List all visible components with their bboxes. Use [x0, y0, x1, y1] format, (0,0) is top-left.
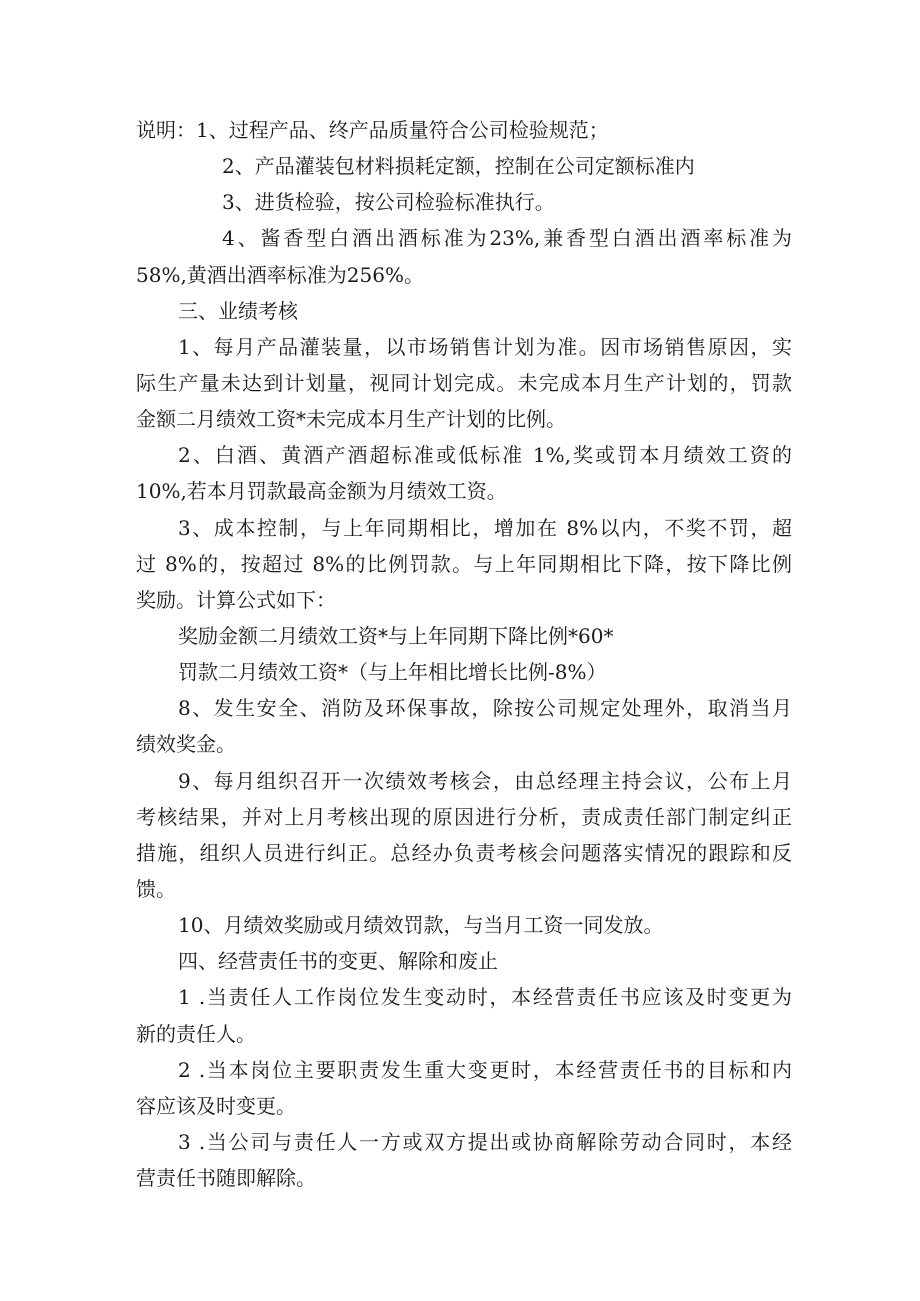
text-line: 3、进货检验，按公司检验标准执行。 — [222, 190, 555, 215]
text-line: 58%,黄酒出酒率标准为256%。 — [136, 262, 424, 287]
text-line: 馈。 — [136, 876, 176, 901]
text-line: 营责任书随即解除。 — [136, 1166, 316, 1191]
text-line: 金额二月绩效工资*未完成本月生产计划的比例。 — [136, 407, 566, 432]
text-line: 1、每月产品灌装量，以市场销售计划为准。因市场销售原因，实 — [178, 334, 792, 359]
text-line: 说明：1、过程产品、终产品质量符合公司检验规范； — [136, 118, 609, 142]
text-line: 奖励。计算公式如下： — [136, 587, 336, 612]
text-line: 三、业绩考核 — [178, 298, 298, 323]
text-line: 罚款二月绩效工资*（与上年相比增长比例-8%） — [178, 660, 607, 685]
text-line: 过 8%的，按超过 8%的比例罚款。与上年同期相比下降，按下降比例 — [136, 551, 792, 576]
text-line: 10、月绩效奖励或月绩效罚款，与当月工资一同发放。 — [178, 913, 664, 938]
text-line: 3、成本控制，与上年同期相比，增加在 8%以内，不奖不罚，超 — [178, 515, 792, 540]
document-body — [136, 112, 792, 1196]
text-line: 容应该及时变更。 — [136, 1093, 296, 1118]
text-line: 8、发生安全、消防及环保事故，除按公司规定处理外，取消当月 — [178, 696, 792, 721]
text-line: 奖励金额二月绩效工资*与上年同期下降比例*60* — [178, 623, 614, 648]
text-line: 考核结果，并对上月考核出现的原因进行分析，责成责任部门制定纠正 — [136, 804, 792, 829]
text-line: 2 .当本岗位主要职责发生重大变更时，本经营责任书的目标和内 — [178, 1057, 792, 1082]
text-line: 2、白酒、黄酒产酒超标准或低标准 1%,奖或罚本月绩效工资的 — [178, 443, 792, 468]
text-line: 1 .当责任人工作岗位发生变动时，本经营责任书应该及时变更为 — [178, 985, 792, 1010]
text-line: 3 .当公司与责任人一方或双方提出或协商解除劳动合同时，本经 — [178, 1129, 792, 1154]
text-line: 绩效奖金。 — [136, 732, 236, 757]
text-line: 四、经营责任书的变更、解除和废止 — [178, 949, 498, 974]
text-line: 措施，组织人员进行纠正。总经办负责考核会问题落实情况的跟踪和反 — [136, 840, 792, 865]
text-line: 际生产量未达到计划量，视同计划完成。未完成本月生产计划的，罚款 — [136, 370, 792, 395]
text-line: 新的责任人。 — [136, 1021, 256, 1046]
text-line: 10%,若本月罚款最高金额为月绩效工资。 — [136, 479, 507, 504]
text-line: 9、每月组织召开一次绩效考核会，由总经理主持会议，公布上月 — [178, 768, 792, 793]
text-line: 4、酱香型白酒出酒标准为23%,兼香型白酒出酒率标准为 — [222, 226, 792, 251]
text-line: 2、产品灌装包材料损耗定额，控制在公司定额标准内 — [222, 154, 695, 179]
